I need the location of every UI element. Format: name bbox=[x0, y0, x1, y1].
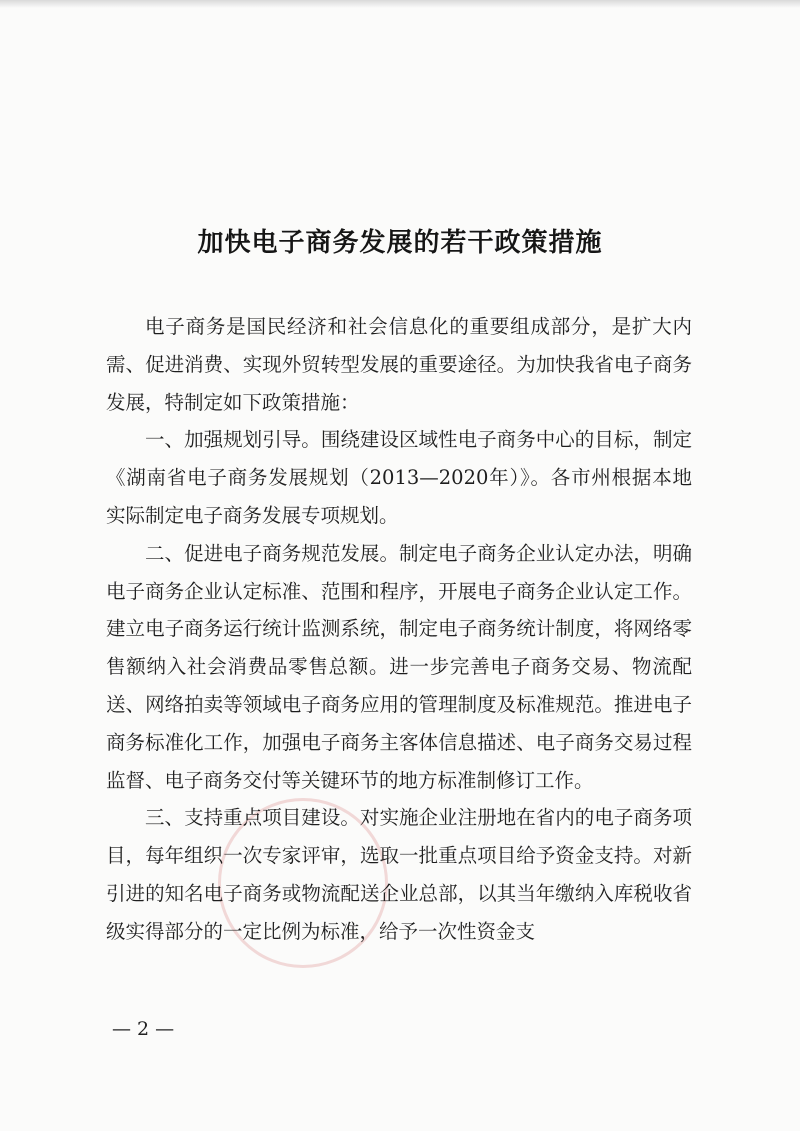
document-title: 加快电子商务发展的若干政策措施 bbox=[197, 228, 603, 258]
paragraph-2-standardization: 二、促进电子商务规范发展。制定电子商务企业认定办法，明确电子商务企业认定标准、范围和程序，开展电子商务企业认定工作。建立电子商务运行统计监测系统，制定电子商务统计制度，将网络零售额纳入社会消费品零售总额。进一步完善电子商务交易、物流配送、网络拍卖等领域电子商务应用的管理制度及标准规范。推进电子商务标准化工作，加强电子商务主客体信息描述、电子商务交易过程监督、电子商务交付等关键环节的地方标准制修订工作。 bbox=[106, 541, 692, 792]
scan-top-edge bbox=[0, 0, 800, 8]
paragraph-3-key-projects: 三、支持重点项目建设。对实施企业注册地在省内的电子商务项目，每年组织一次专家评审，选取一批重点项目给予资金支持。对新引进的知名电子商务或物流配送企业总部，以其当年缴纳入库税收省级实得部分的一定比例为标准，给予一次性资金支 bbox=[106, 806, 692, 943]
paragraph-1-planning: 一、加强规划引导。围绕建设区域性电子商务中心的目标，制定《湖南省电子商务发展规划（2013—2020年）》。各市州根据本地实际制定电子商务发展专项规划。 bbox=[106, 428, 692, 527]
paragraph-intro: 电子商务是国民经济和社会信息化的重要组成部分，是扩大内需、促进消费、实现外贸转型发展的重要途径。为加快我省电子商务发展，特制定如下政策措施： bbox=[106, 315, 692, 414]
document-body bbox=[106, 308, 692, 951]
page-number: — 2 — bbox=[112, 1018, 175, 1040]
